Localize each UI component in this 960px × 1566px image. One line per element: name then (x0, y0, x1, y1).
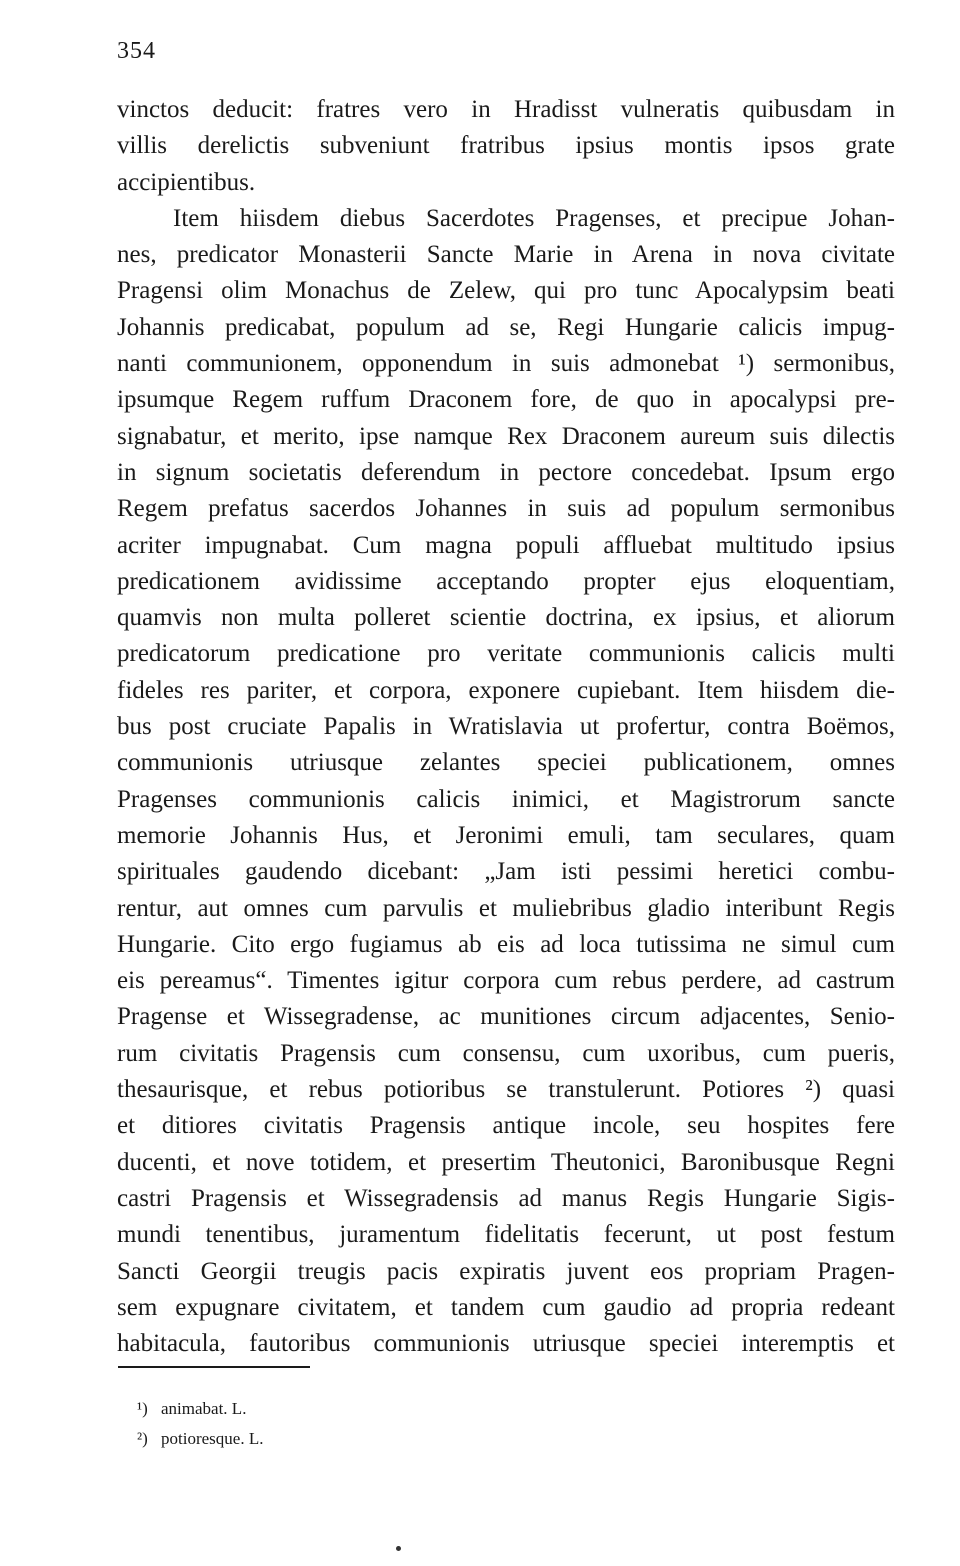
text-line: nanti communionem, opponendum in suis admonebat ¹) sermonibus, (117, 350, 895, 378)
text-line: bus post cruciate Papalis in Wratislavia ut profertur, contra Boëmos, (117, 713, 895, 741)
footnotes (137, 1394, 263, 1454)
footnote-1 (137, 1394, 263, 1424)
text-line: acriter impugnabat. Cum magna populi affluebat multitudo ipsius (117, 531, 895, 559)
text-line: habitacula, fautoribus communionis utriusque speciei interemptis et (117, 1330, 895, 1358)
body-text (117, 92, 895, 1362)
text-line: ducenti, et nove totidem, et presertim Theutonici, Baronibusque Regni (117, 1148, 895, 1176)
text-line: et ditiores civitatis Pragensis antique incole, seu hospites fere (117, 1112, 895, 1140)
text-line: Hungarie. Cito ergo fugiamus ab eis ad loca tutissima ne simul cum (117, 930, 895, 958)
text-line: Pragense et Wissegradense, ac munitiones circum adjacentes, Senio- (117, 1003, 895, 1031)
text-line: accipientibus. (117, 168, 256, 196)
text-line: Regem prefatus sacerdos Johannes in suis ad populum sermonibus (117, 495, 895, 523)
text-line: mundi tenentibus, juramentum fidelitatis fecerunt, ut post festum (117, 1221, 895, 1249)
text-line: quamvis non multa polleret scientie doctrina, ex ipsius, et aliorum (117, 604, 895, 632)
text-line: fideles res pariter, et corpora, exponere cupiebant. Item hiisdem die- (117, 676, 895, 704)
text-line: nes, predicator Monasterii Sancte Marie in Arena in nova civitate (117, 241, 895, 269)
text-line: rum civitatis Pragensis cum consensu, cum uxoribus, cum pueris, (117, 1039, 895, 1067)
print-speck (396, 1546, 401, 1551)
text-line: vinctos deducit: fratres vero in Hradisst vulneratis quibusdam in (117, 96, 895, 123)
text-line: Pragenses communionis calicis inimici, et Magistrorum sancte (117, 785, 895, 813)
text-line: signabatur, et merito, ipse namque Rex Draconem aureum suis dilectis (117, 422, 895, 450)
footnote-text: animabat. L. (161, 1399, 247, 1418)
text-line: memorie Johannis Hus, et Jeronimi emuli, tam seculares, quam (117, 821, 895, 849)
footnote-marker: ²) (137, 1429, 148, 1448)
text-line: predicationem avidissime acceptando propter ejus eloquentiam, (117, 567, 895, 595)
text-line: ipsumque Regem ruffum Draconem fore, de quo in apocalypsi pre- (117, 386, 895, 414)
text-line: villis derelictis subveniunt fratribus ipsius montis ipsos grate (117, 132, 895, 160)
text-line: predicatorum predicatione pro veritate communionis calicis multi (117, 640, 895, 668)
text-line: spirituales gaudendo dicebant: „Jam isti pessimi heretici combu- (117, 858, 895, 886)
text-line: thesaurisque, et rebus potioribus se transtulerunt. Potiores ²) quasi (117, 1076, 895, 1104)
footnote-marker: ¹) (137, 1399, 148, 1418)
text-line: eis pereamus“. Timentes igitur corpora cum rebus perdere, ad castrum (117, 967, 895, 995)
text-line: rentur, aut omnes cum parvulis et muliebribus gladio interibunt Regis (117, 894, 895, 922)
text-line: Pragensi olim Monachus de Zelew, qui pro tunc Apocalypsim beati (117, 277, 895, 305)
footnote-2 (137, 1424, 263, 1454)
text-line: Sancti Georgii treugis pacis expiratis juvent eos propriam Pragen- (117, 1257, 895, 1285)
text-line: sem expugnare civitatem, et tandem cum gaudio ad propria redeant (117, 1293, 895, 1321)
text-line: communionis utriusque zelantes speciei publicationem, omnes (117, 749, 895, 777)
text-line: Item hiisdem diebus Sacerdotes Pragenses, et precipue Johan- (173, 204, 895, 232)
footnote-text: potioresque. L. (161, 1429, 264, 1448)
footnote-divider (118, 1366, 310, 1368)
text-line: castri Pragensis et Wissegradensis ad manus Regis Hungarie Sigis- (117, 1184, 895, 1212)
page-number: 354 (117, 38, 156, 64)
text-line: Johannis predicabat, populum ad se, Regi Hungarie calicis impug- (117, 313, 895, 341)
text-line: in signum societatis deferendum in pectore concedebat. Ipsum ergo (117, 458, 895, 486)
